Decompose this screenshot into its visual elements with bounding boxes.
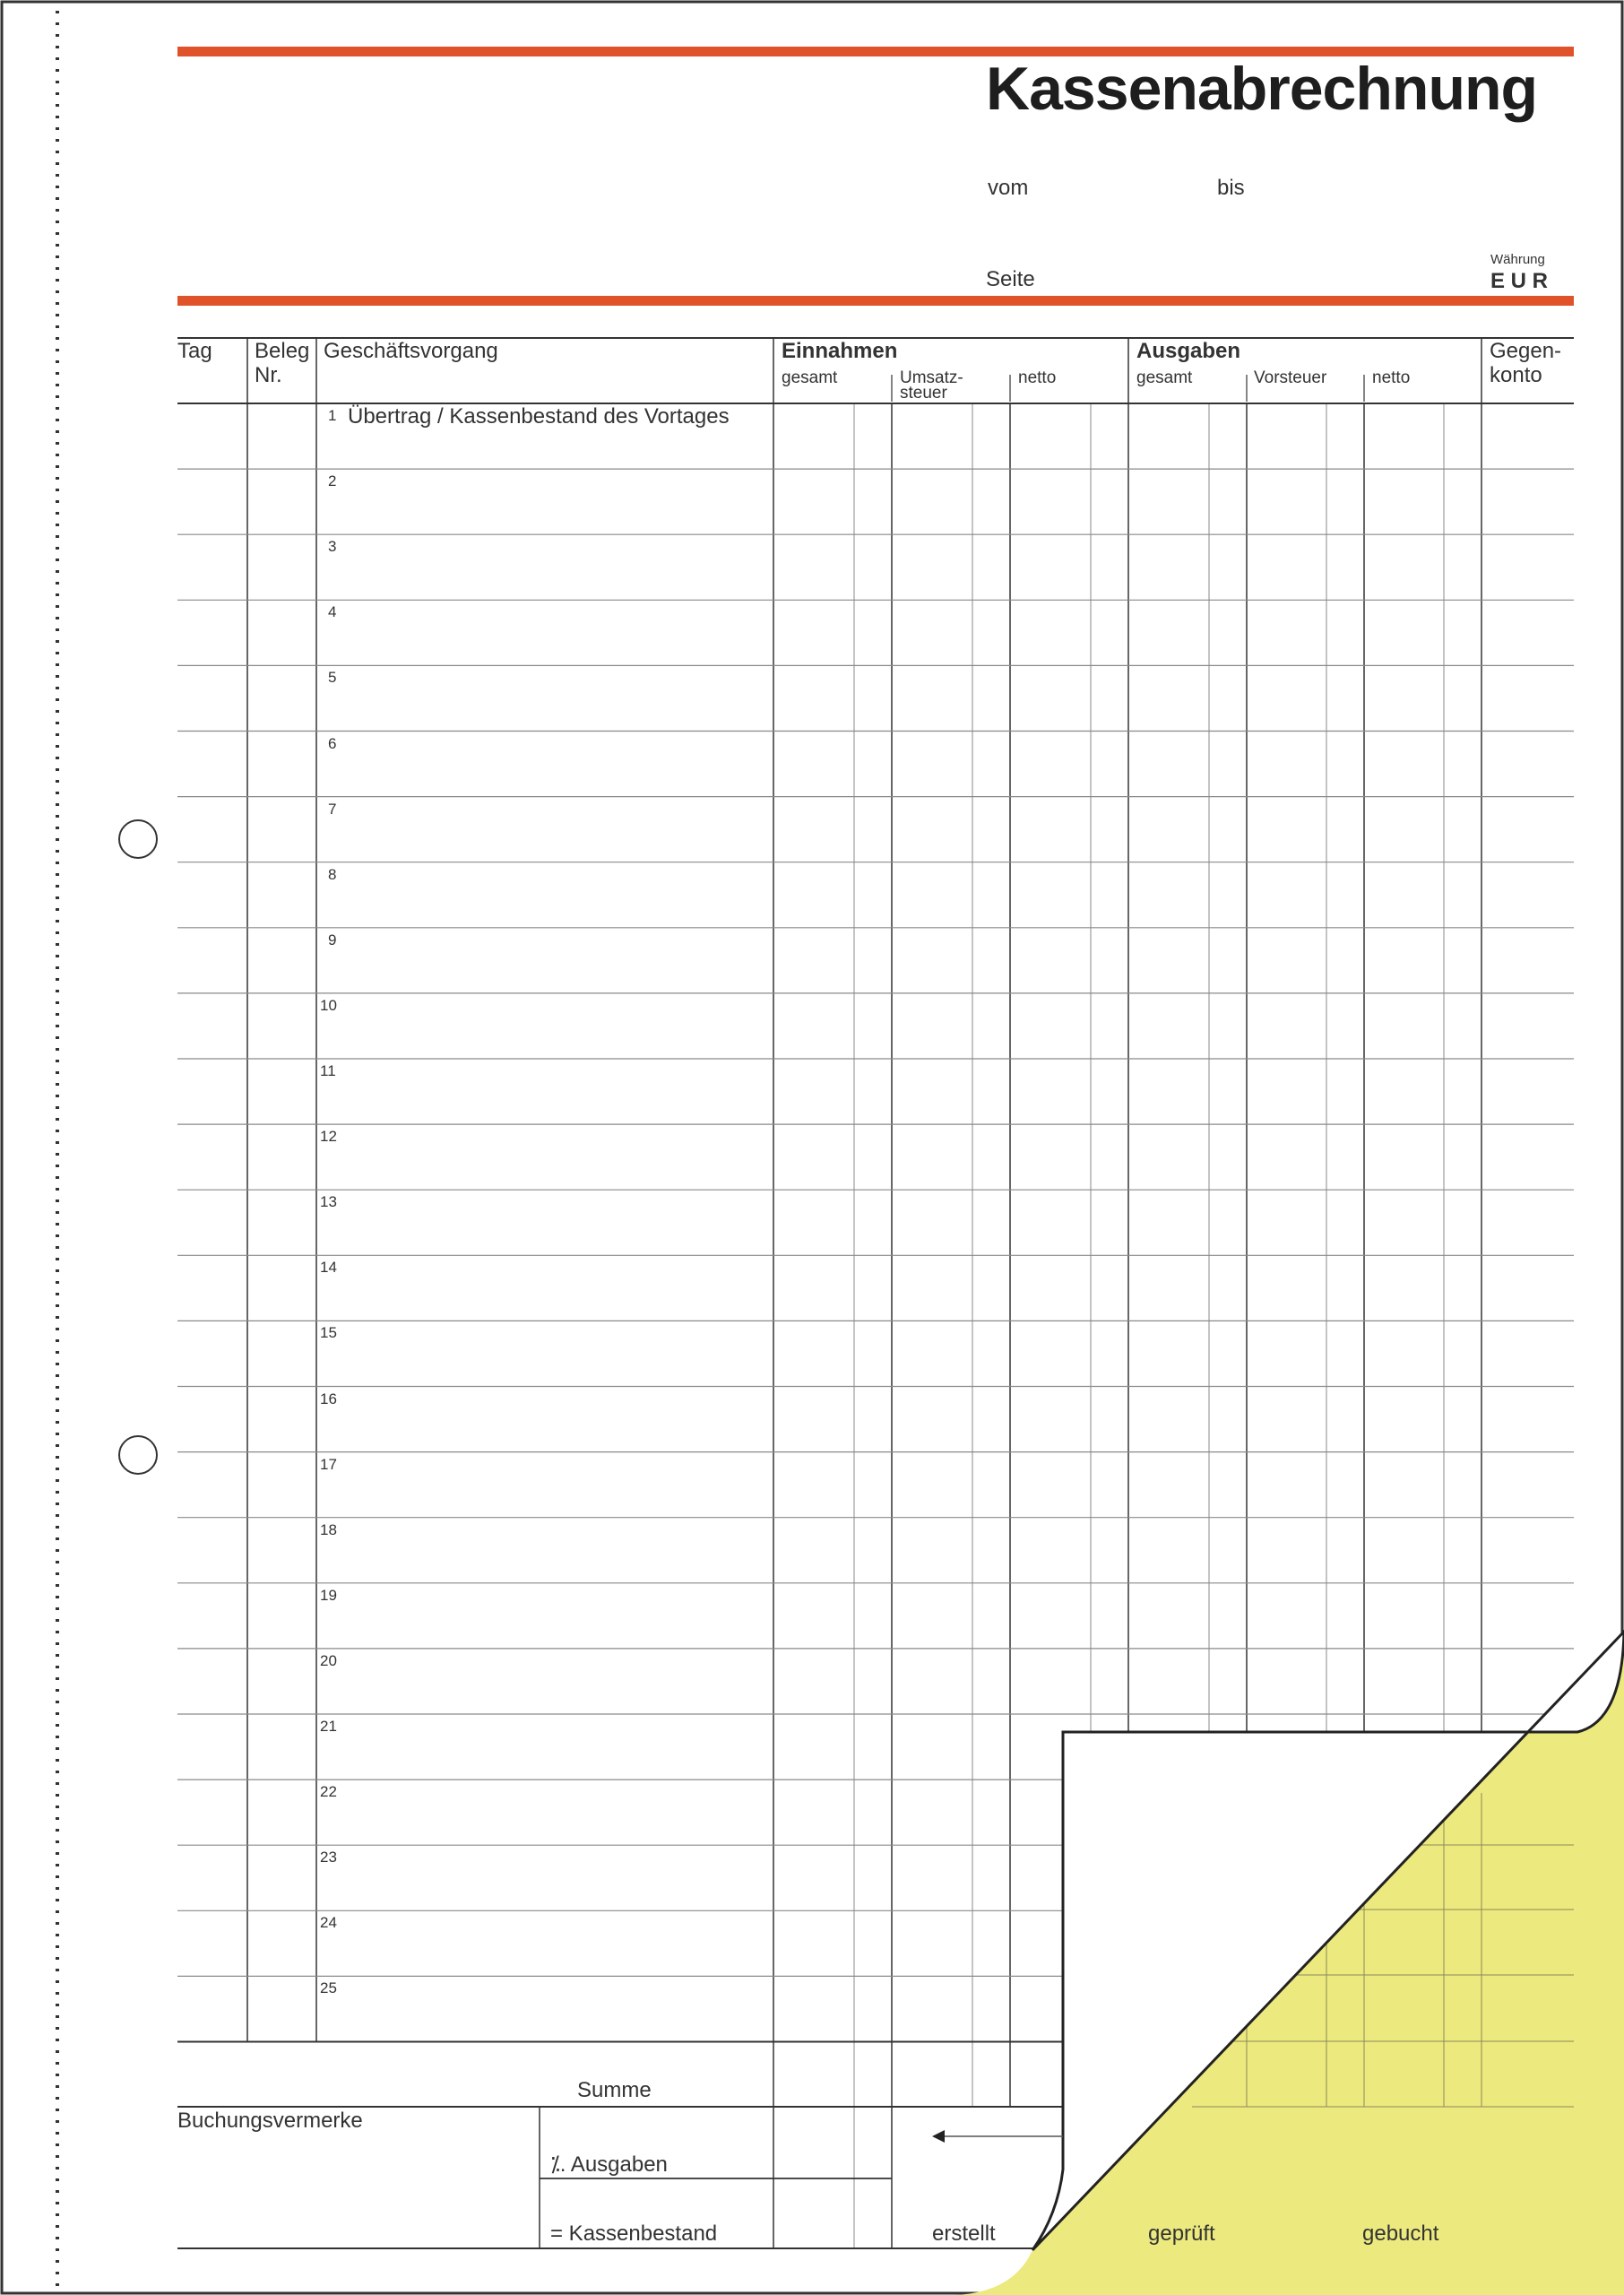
row-number: 10: [320, 996, 337, 1014]
header-orange-bar: [177, 296, 1574, 306]
row-number: 16: [320, 1390, 337, 1407]
col-vorsteuer: Vorsteuer: [1254, 368, 1327, 387]
bis-label: bis: [1217, 176, 1245, 200]
gebucht-label: gebucht: [1362, 2221, 1439, 2246]
row-number: 13: [320, 1193, 337, 1211]
punch-hole-bottom: [118, 1435, 158, 1475]
row-number: 18: [320, 1520, 337, 1538]
row-number: 12: [320, 1128, 337, 1146]
col-ausgaben: Ausgaben: [1136, 339, 1241, 363]
row-number: 25: [320, 1979, 337, 1997]
row-number: 5: [328, 669, 337, 687]
row-number: 24: [320, 1914, 337, 1932]
col-nr: Nr.: [255, 363, 282, 387]
row-number: 3: [328, 538, 337, 556]
erstellt-label: erstellt: [932, 2221, 996, 2246]
col-aus-netto: netto: [1372, 368, 1411, 387]
kassenbestand-label: = Kassenbestand: [550, 2221, 718, 2246]
col-ein-gesamt: gesamt: [782, 368, 838, 387]
arrow-head-icon: [932, 2130, 945, 2143]
buchungsvermerke-label: Buchungsvermerke: [177, 2109, 363, 2133]
row-number: 21: [320, 1718, 337, 1735]
row-number: 15: [320, 1324, 337, 1342]
row-number: 9: [328, 931, 337, 948]
row-number: 7: [328, 800, 337, 818]
waehrung-label: Währung: [1490, 252, 1545, 267]
col-einnahmen: Einnahmen: [782, 339, 898, 363]
vom-label: vom: [988, 176, 1029, 200]
row-number: 1: [328, 407, 337, 424]
col-umsatz-1: Umsatz-: [900, 368, 963, 387]
row-number: 8: [328, 865, 337, 883]
col-ein-netto: netto: [1018, 368, 1057, 387]
row-number: 11: [320, 1062, 336, 1079]
currency-value: E U R: [1490, 269, 1549, 293]
col-gegen-1: Gegen-: [1490, 339, 1562, 363]
row-number: 4: [328, 603, 337, 621]
geprueft-label: geprüft: [1148, 2221, 1215, 2246]
row-number: 17: [320, 1455, 337, 1473]
page-title: Kassenabrechnung: [986, 55, 1538, 123]
row-number: 2: [328, 472, 337, 490]
punch-hole-top: [118, 819, 158, 859]
row-number: 23: [320, 1849, 337, 1866]
row-number: 14: [320, 1259, 337, 1277]
row1-text: Übertrag / Kassenbestand des Vortages: [348, 404, 730, 429]
row-number: 20: [320, 1651, 337, 1669]
col-gegen-2: konto: [1490, 363, 1542, 387]
col-umsatz-2: steuer: [900, 384, 947, 403]
col-vorgang: Geschäftsvorgang: [324, 339, 498, 363]
col-beleg: Beleg: [255, 339, 310, 363]
seite-label: Seite: [986, 267, 1035, 291]
row-number: 19: [320, 1586, 337, 1604]
row-number: 6: [328, 734, 337, 752]
ausgaben-minus-label: ⁒. Ausgaben: [550, 2152, 668, 2177]
col-aus-gesamt: gesamt: [1136, 368, 1193, 387]
row-number: 22: [320, 1783, 337, 1801]
summe-label: Summe: [577, 2078, 652, 2102]
col-tag: Tag: [177, 339, 212, 363]
